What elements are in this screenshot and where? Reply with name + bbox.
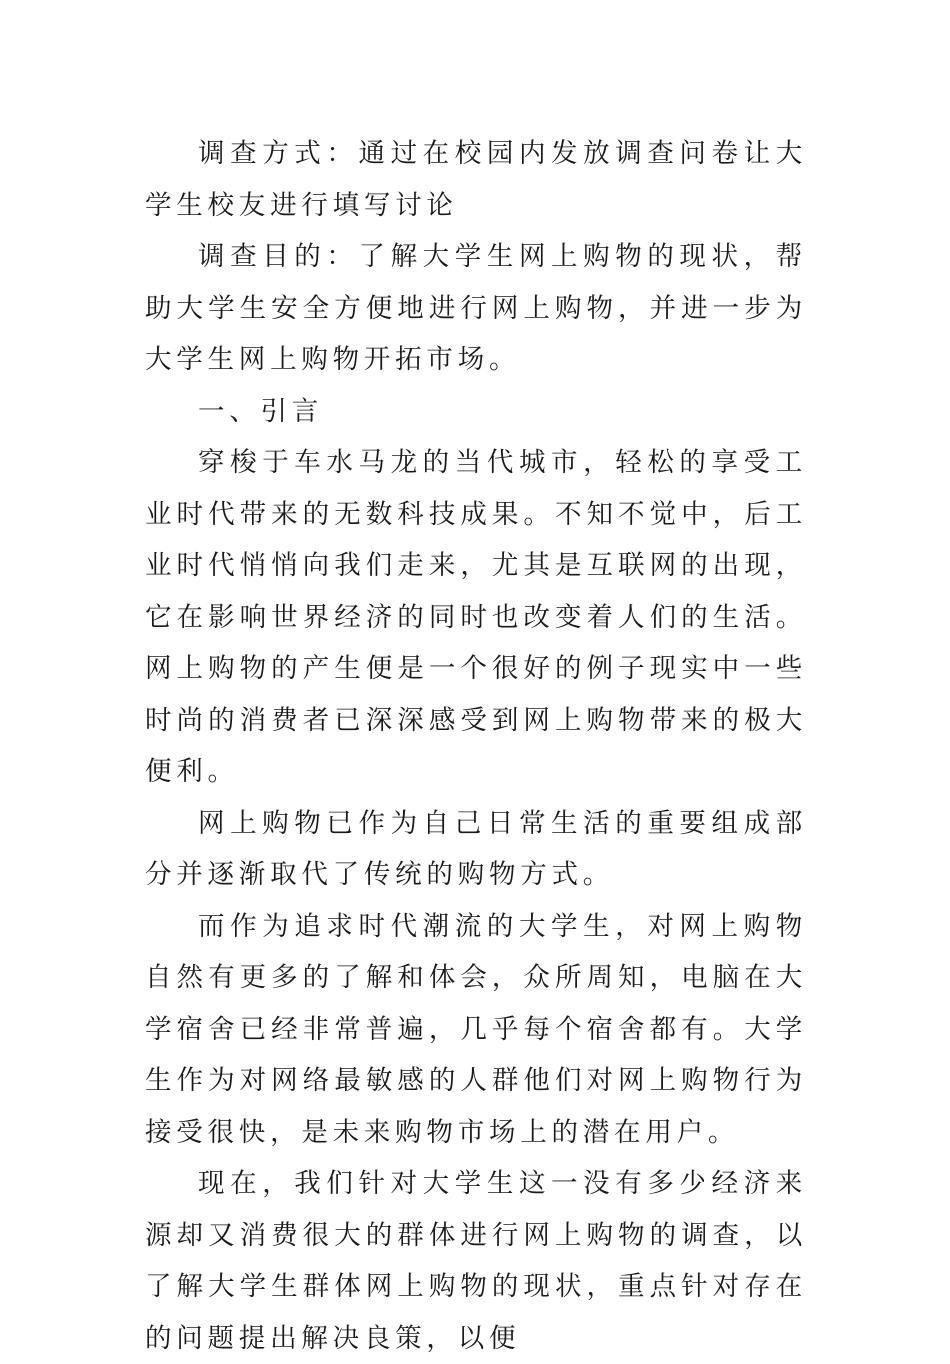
document-body: [145, 128, 807, 1364]
paragraph-intro-1: 穿梭于车水马龙的当代城市，轻松的享受工业时代带来的无数科技成果。不知不觉中，后工业时代悄悄向我们走来，尤其是互联网的出现，它在影响世界经济的同时也改变着人们的生活。网上购物的产生便是一个很好的例子现实中一些时尚的消费者已深深感受到网上购物带来的极大便利。: [145, 447, 807, 787]
paragraph-survey-method: 调查方式：通过在校园内发放调查问卷让大学生校友进行填写讨论: [145, 138, 807, 221]
section-heading-introduction: 一、引言: [198, 395, 324, 427]
paragraph-intro-4: 现在，我们针对大学生这一没有多少经济来源却又消费很大的群体进行网上购物的调查，以了解大学生群体网上购物的现状，重点针对存在的问题提出解决良策，以便: [145, 1168, 807, 1354]
paragraph-intro-3: 而作为追求时代潮流的大学生，对网上购物自然有更多的了解和体会，众所周知，电脑在大学宿舍已经非常普遍，几乎每个宿舍都有。大学生作为对网络最敏感的人群他们对网上购物行为接受很快，是未来购物市场上的潜在用户。: [145, 910, 807, 1148]
paragraph-intro-2: 网上购物已作为自己日常生活的重要组成部分并逐渐取代了传统的购物方式。: [145, 807, 807, 890]
paragraph-survey-purpose: 调查目的：了解大学生网上购物的现状，帮助大学生安全方便地进行网上购物，并进一步为大学生网上购物开拓市场。: [145, 241, 807, 375]
